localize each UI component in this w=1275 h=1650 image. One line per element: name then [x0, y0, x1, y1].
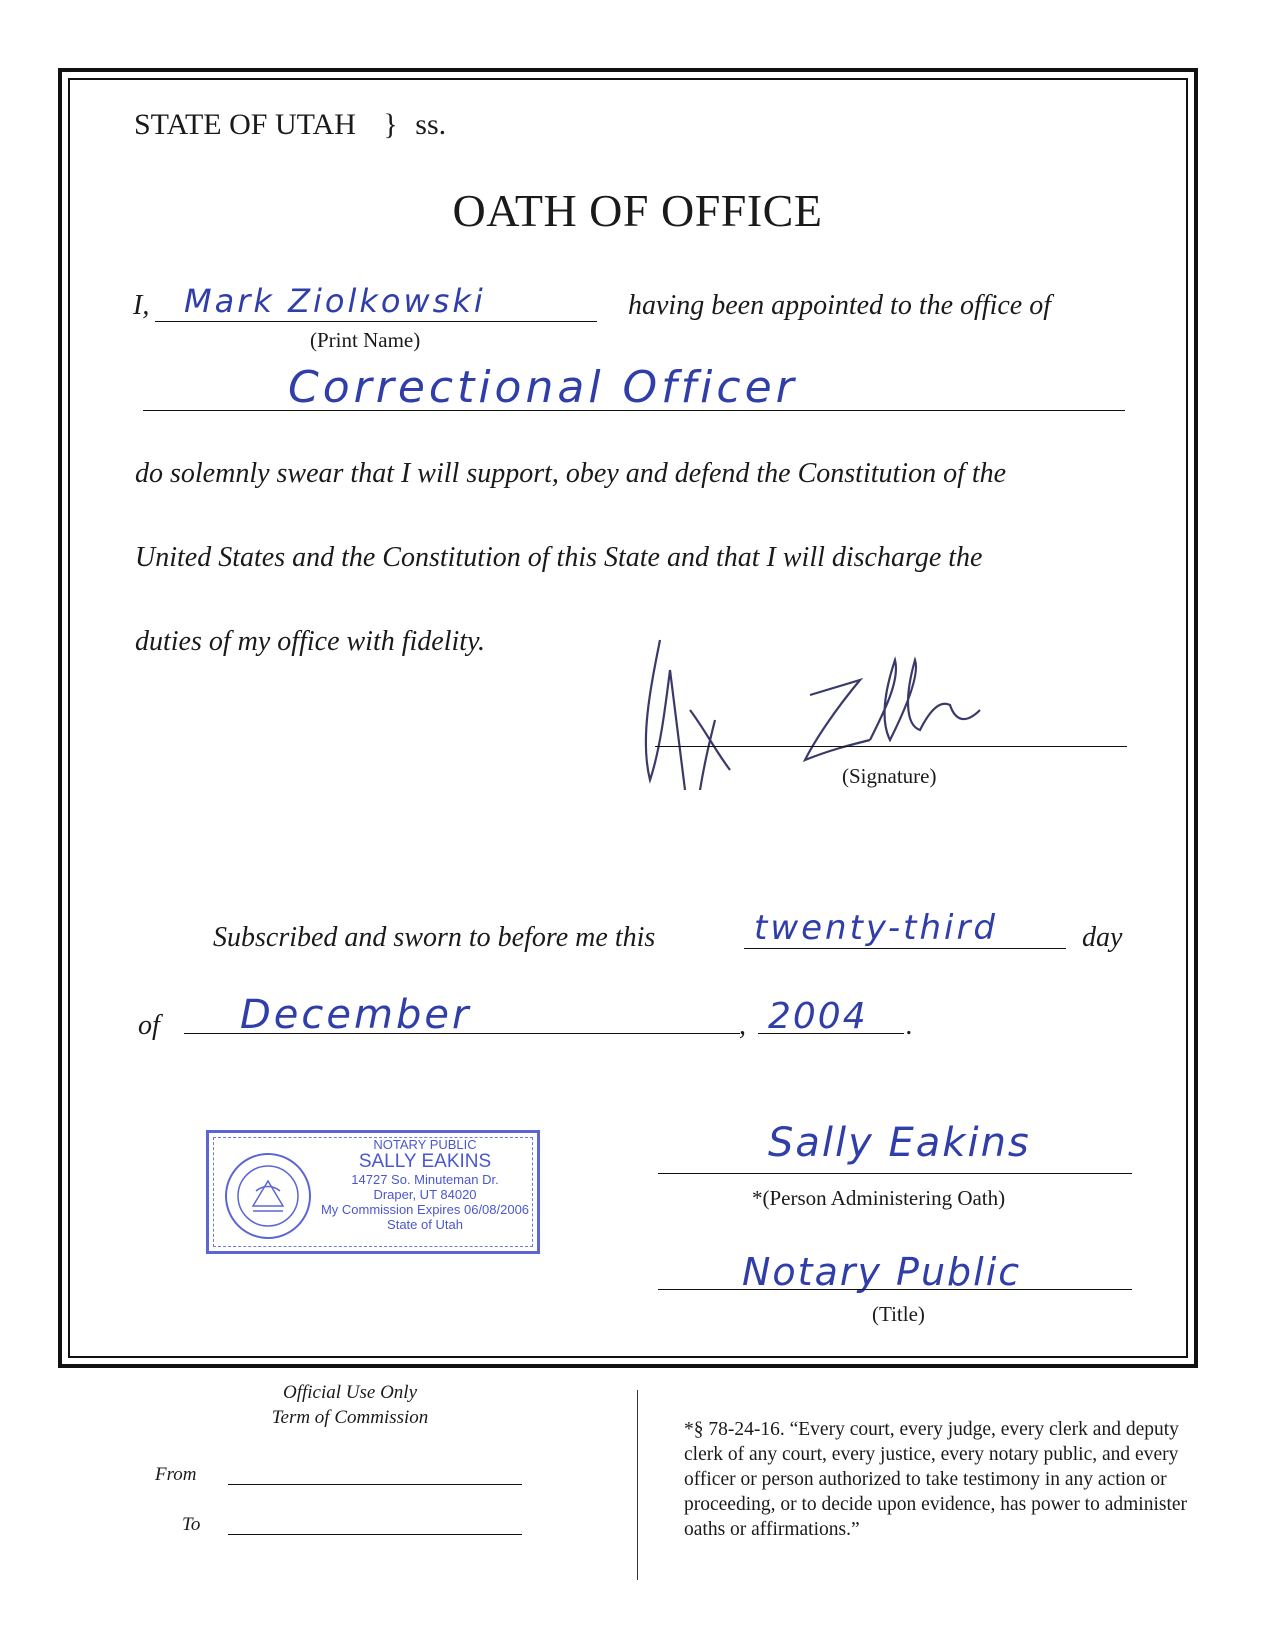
to-field[interactable] [228, 1534, 522, 1535]
day-field[interactable]: twenty-third [754, 908, 999, 948]
brace: } [383, 108, 398, 141]
official-use-label: Official Use Only [282, 1382, 418, 1403]
stamp-commission: My Commission Expires 06/08/2006 [320, 1202, 530, 1217]
from-field[interactable] [228, 1484, 522, 1485]
state-heading [134, 108, 446, 142]
day-label: day [1082, 922, 1123, 953]
administrator-title-field[interactable]: Notary Public [742, 1250, 1022, 1294]
office-field[interactable]: Correctional Officer [288, 362, 798, 413]
sworn-text: Subscribed and sworn to before me this [213, 922, 656, 953]
name-line [155, 321, 597, 322]
state-name: STATE OF UTAH [134, 108, 356, 141]
oath-text-line-3: duties of my office with fidelity. [135, 626, 485, 657]
from-label: From [155, 1464, 197, 1485]
stamp-state: State of Utah [387, 1217, 463, 1232]
stamp-notary-name: SALLY EAKINS [358, 1151, 492, 1172]
signature-label: (Signature) [842, 764, 937, 788]
officer-signature [620, 600, 1050, 800]
statute-note: *§ 78-24-16. “Every court, every judge, every clerk and deputy clerk of any court, every justice, every notary public, and every officer or person authorized to take testimony in any action or proceeding, or to decide upon evidence, has power to administer oaths or affirmations.” [684, 1419, 1188, 1540]
administrator-label: *(Person Administering Oath) [752, 1186, 1006, 1210]
title-line [658, 1289, 1132, 1290]
appointed-text: having been appointed to the office of [628, 290, 1052, 321]
state-seal-icon [223, 1151, 313, 1241]
ss-mark: ss. [415, 108, 447, 141]
of-label: of [138, 1010, 160, 1041]
to-label: To [182, 1514, 201, 1535]
oath-text-line-1: do solemnly swear that I will support, obey and defend the Constitution of the [135, 458, 1007, 489]
title-label: (Title) [872, 1302, 925, 1326]
comma-mark: , [739, 1010, 746, 1041]
stamp-notary-public: NOTARY PUBLIC [373, 1137, 477, 1152]
month-field[interactable]: December [240, 992, 472, 1038]
administrator-signature-field[interactable]: Sally Eakins [768, 1120, 1031, 1166]
print-name-label: (Print Name) [310, 328, 421, 352]
stamp-address-1: 14727 So. Minuteman Dr. [351, 1172, 499, 1187]
official-use-block [230, 1380, 470, 1430]
printed-name-field[interactable]: Mark Ziolkowski [184, 282, 486, 320]
administrator-line [658, 1173, 1132, 1174]
period-mark: . [906, 1010, 913, 1041]
day-line [744, 948, 1066, 949]
footer-divider [637, 1390, 638, 1580]
page-title: OATH OF OFFICE [452, 185, 823, 236]
oath-text-line-2: United States and the Constitution of this State and that I will discharge the [135, 542, 983, 573]
notary-stamp [206, 1130, 540, 1254]
term-of-commission-label: Term of Commission [271, 1407, 429, 1428]
stamp-address-2: Draper, UT 84020 [373, 1187, 477, 1202]
signature-line [655, 746, 1127, 747]
year-field[interactable]: 2004 [768, 996, 868, 1037]
oath-prefix: I, [133, 290, 150, 321]
